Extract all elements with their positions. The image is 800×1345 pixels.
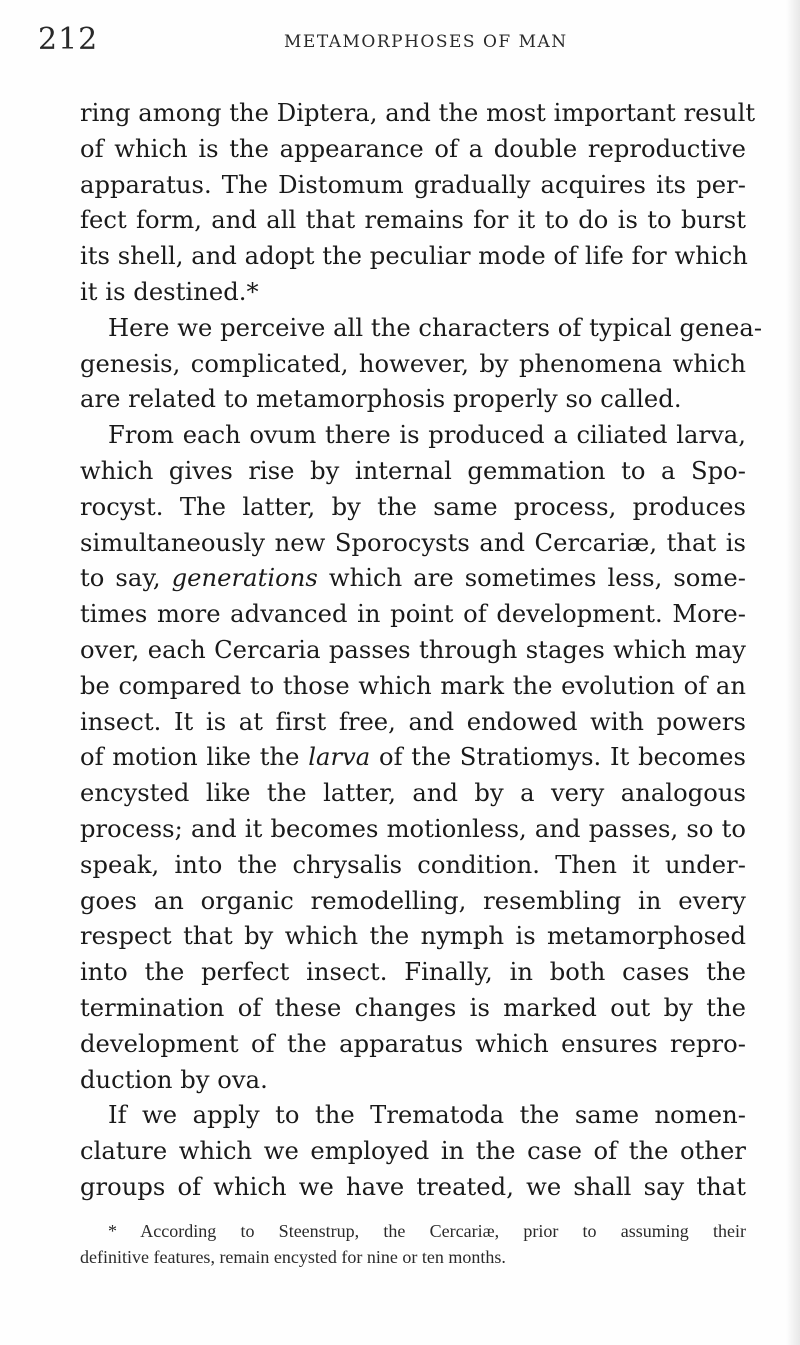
text-line: encysted like the latter, and by a very analogous [80,779,746,808]
italic-term: larva [308,743,371,772]
text-line: fect form, and all that remains for it to do is to burst [80,206,746,235]
footnote [80,1218,746,1270]
text-segment: which are sometimes less, some- [328,564,746,593]
text-line: duction by ova. [80,1065,268,1094]
text-segment: of the Stratiomys. It becomes [378,743,746,772]
text-line: ring among the Diptera, and the most important result [80,99,756,127]
text-line: If we apply to the Trematoda the same nomen- [108,1101,746,1130]
text-line: process; and it becomes motionless, and passes, so to [80,814,746,843]
page-edge-shadow [786,0,800,1345]
text-line: insect. It is at first free, and endowed with powers [80,707,746,736]
text-segment: to say, [80,564,161,593]
text-line: of which is the appearance of a double reproductive [80,134,746,163]
page-number: 212 [38,22,99,57]
text-line [80,561,746,597]
text-line [80,740,746,776]
text-line: From each ovum there is produced a ciliated larva, [108,421,746,450]
text-line: apparatus. The Distomum gradually acquires its per- [80,170,746,199]
text-line: be compared to those which mark the evolution of an [80,671,746,700]
text-line: simultaneously new Sporocysts and Cercariæ, that is [80,528,746,557]
running-head [38,22,744,58]
text-line: which gives rise by internal gemmation to a Spo- [80,456,746,485]
text-line: are related to metamorphosis properly so called. [80,385,682,414]
text-line: goes an organic remodelling, resembling in every [80,886,746,915]
text-line: its shell, and adopt the peculiar mode of life for which [80,242,748,271]
footnote-line: * According to Steenstrup, the Cercariæ, prior to assuming their [108,1221,746,1241]
text-line: it is destined.* [80,277,259,306]
text-line: rocyst. The latter, by the same process, produces [80,492,746,521]
text-line: genesis, complicated, however, by phenomena which [80,349,746,378]
text-line: over, each Cercaria passes through stages which may [80,635,746,664]
text-line: Here we perceive all the characters of typical genea- [108,313,763,342]
text-line: termination of these changes is marked out by the [80,993,746,1022]
text-line: into the perfect insect. Finally, in both cases the [80,958,746,987]
text-segment: of motion like the [80,743,300,772]
text-line: times more advanced in point of development. More- [80,600,746,629]
running-title: METAMORPHOSES OF MAN [284,32,568,52]
text-line: speak, into the chrysalis condition. Then it under- [80,850,746,879]
footnote-line: definitive features, remain encysted for nine or ten months. [80,1247,506,1267]
text-line: clature which we employed in the case of the other [80,1137,746,1166]
text-line: development of the apparatus which ensures repro- [80,1029,746,1058]
text-line: groups of which we have treated, we shall say that [80,1172,746,1201]
body-text [80,96,763,1206]
text-line: respect that by which the nymph is metamorphosed [80,922,746,951]
italic-term: generations [171,564,318,593]
